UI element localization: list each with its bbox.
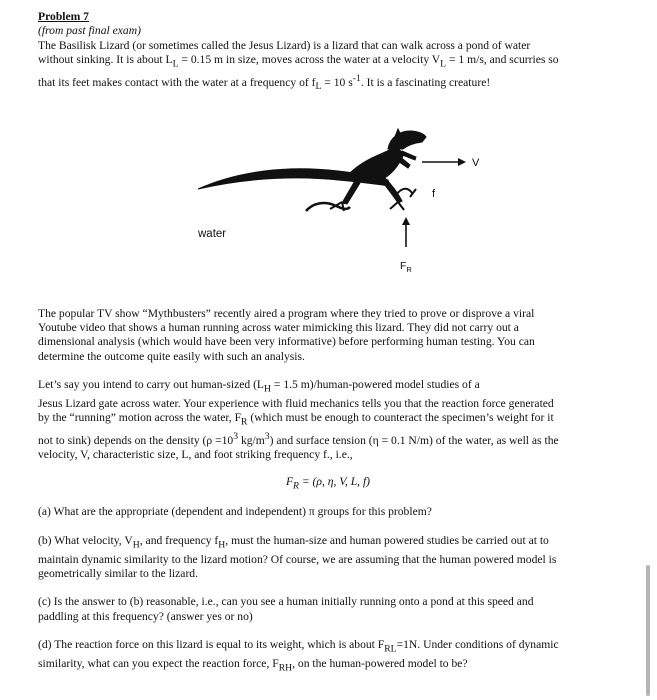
vertical-scrollbar[interactable] xyxy=(646,565,650,696)
velocity-label: V xyxy=(472,156,480,169)
paragraph2-line: by the “running” motion across the water, $F_R$ (which must be enough to counteract the specimen’s weight for it xyxy=(38,411,554,428)
question-d: (d) The reaction force on this lizard is equal to its weight, which is about $F_{RL}=1N$. Under conditions of dynamic similarity, what can you expect the reaction force, $F_{RH}$, on the human-powered model to be? xyxy=(38,638,559,674)
force-label: $F_R$ xyxy=(400,259,412,274)
problem-subtitle: (from past final exam) xyxy=(38,24,141,38)
paragraph2-line: not to sink) depends on the density ($\rho =10^3$ $kg/m^3$) and surface tension (η = 0.1 N/m) of the water, as well as the xyxy=(38,430,559,447)
model-study-paragraph xyxy=(38,378,618,463)
paragraph2-line: Let’s say you intend to carry out human-sized ($L_H = 1.5$ m)/human-powered model studies of a xyxy=(38,378,480,395)
intro-line-2: without sinking. It is about $L_L = 0.15$ m in size, moves across the water at a velocity $V_L = 1$ m/s, and scurries so xyxy=(38,53,559,70)
paragraph1-line: Youtube video that shows a human running across water mimicking this lizard. They did not carry out a xyxy=(38,320,519,334)
force-arrow xyxy=(402,217,410,247)
mythbusters-paragraph xyxy=(38,307,618,365)
paragraph2-line: velocity, V, characteristic size, L, and foot striking frequency f., i.e., xyxy=(38,448,353,462)
intro-line-1: The Basilisk Lizard (or sometimes called the Jesus Lizard) is a lizard that can walk across a pond of water xyxy=(38,38,531,52)
lizard-diagram xyxy=(38,107,618,293)
paragraph1-line: dimensional analysis (which would have been very informative) before performing human testing. You can xyxy=(38,335,535,349)
problem-title: Problem 7 xyxy=(38,10,89,23)
frequency-label: f xyxy=(432,187,436,200)
paragraph1-line: determine the outcome quite easily with such an analysis. xyxy=(38,349,305,363)
lizard-figure xyxy=(38,107,618,293)
lizard-silhouette xyxy=(198,129,426,211)
paragraph1-line: The popular TV show “Mythbusters” recently aired a program where they tried to prove or disprove a viral xyxy=(38,306,535,320)
problem-page xyxy=(38,10,618,676)
question-a: (a) What are the appropriate (dependent and independent) π groups for this problem? xyxy=(38,505,432,519)
question-c: (c) Is the answer to (b) reasonable, i.e., can you see a human initially running onto a pond at this speed and paddling at this frequency? (answer yes or no) xyxy=(38,595,534,623)
paragraph2-line: Jesus Lizard gate across water. Your experience with fluid mechanics tells you that the reaction force generated xyxy=(38,396,554,410)
force-equation: $F_R = (\rho$, η, V, L, f) xyxy=(285,474,371,491)
question-b: (b) What velocity, $V_H$, and frequency $f_H$, must the human-size and human powered studies be carried out at to maintain dynamic similarity to the lizard motion? Of course, we are assuming that the human powered model is geometrically similar to the lizard. xyxy=(38,533,557,580)
velocity-arrow xyxy=(422,158,466,166)
intro-line-3: that its feet makes contact with the water at a frequency of $f_L = 10$ $s^{-1}$. It is a fascinating creature! xyxy=(38,72,491,93)
water-label: water xyxy=(198,227,227,240)
